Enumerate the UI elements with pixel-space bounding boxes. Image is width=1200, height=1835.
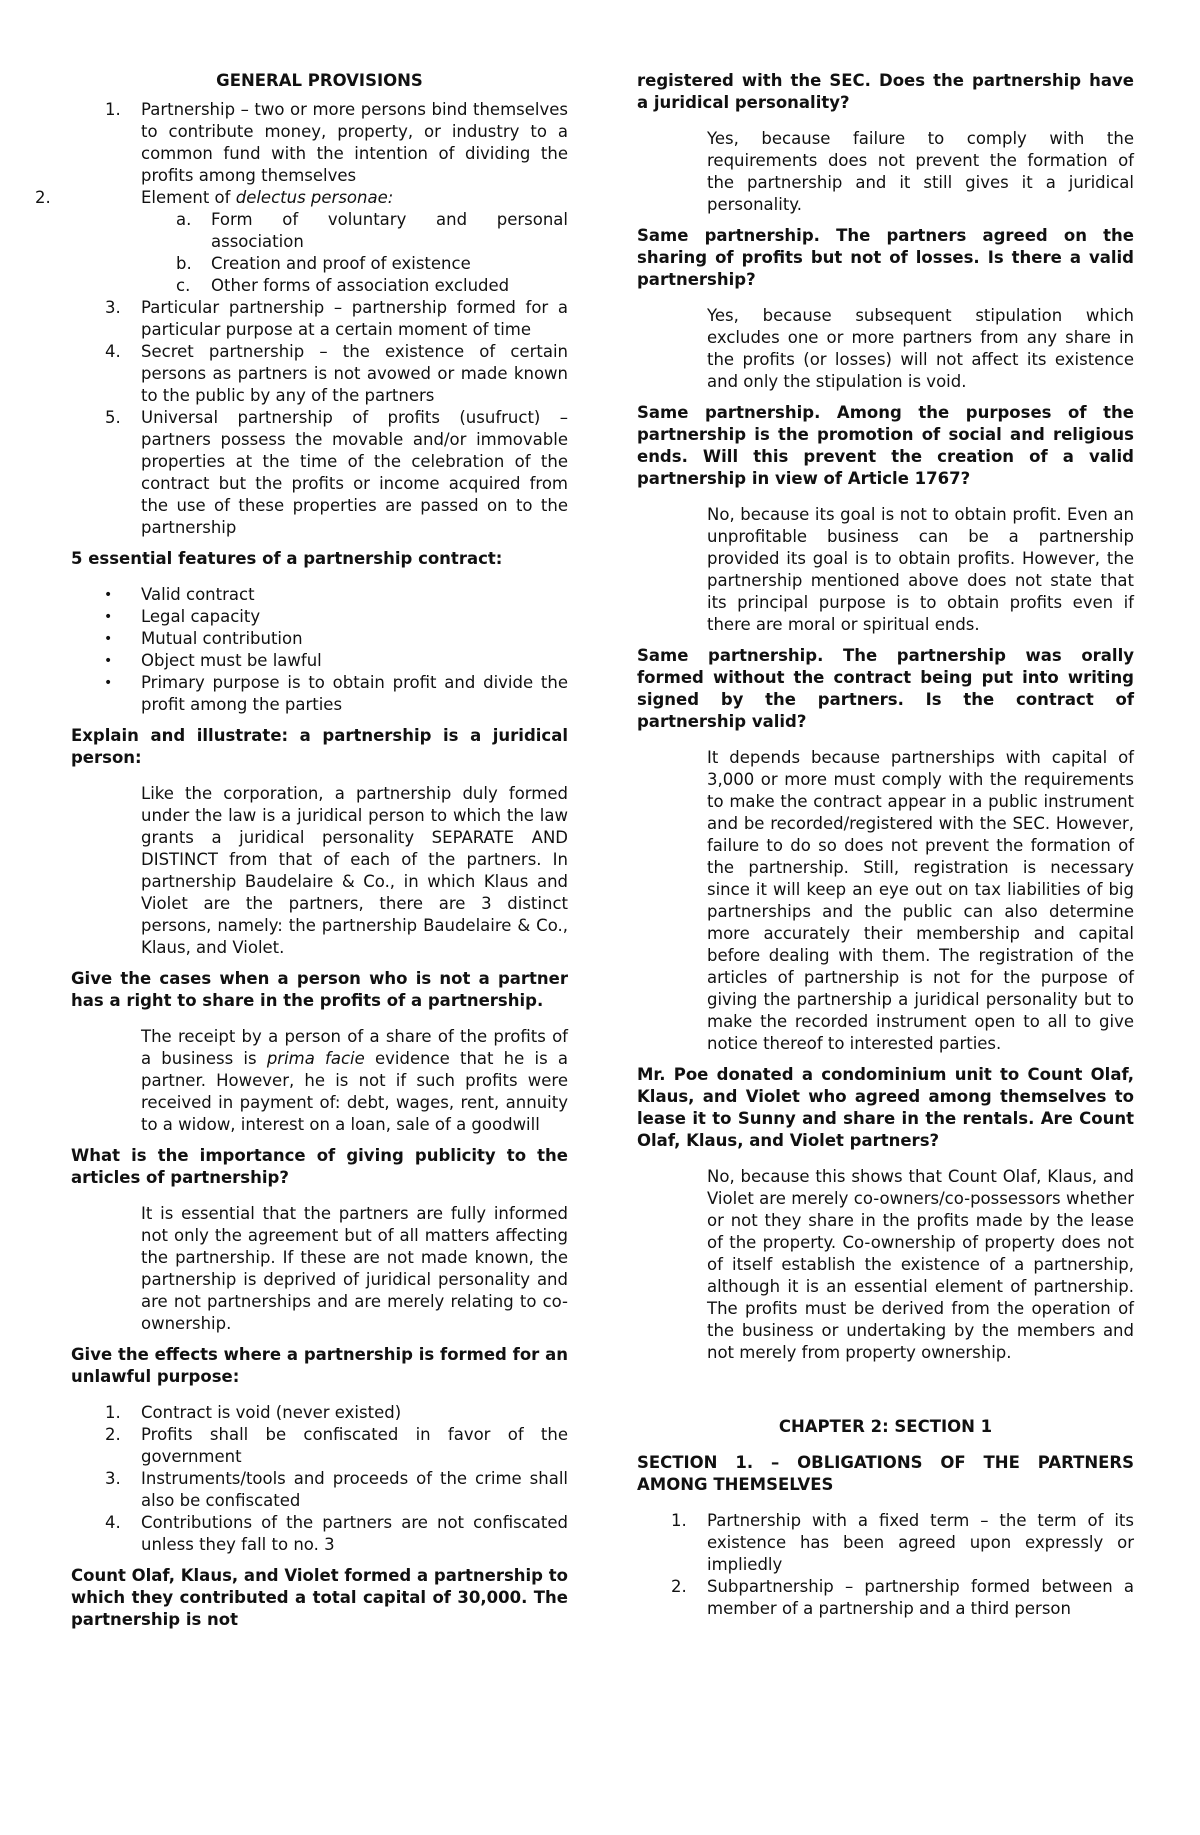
effects-list <box>71 1402 568 1556</box>
question-religious-ends: Same partnership. Among the purposes of the partnership is the promotion of social and religious ends. Will this prevent the creation of a valid partnership in view of Article 1767? <box>637 403 1134 488</box>
chapter-title: CHAPTER 2: SECTION 1 <box>778 1417 993 1436</box>
features-heading: 5 essential features of a partnership contract: <box>71 549 503 568</box>
question-orally-formed: Same partnership. The partnership was orally formed without the contract being put into writing signed by the partners. Is the contract of partnership valid? <box>637 646 1134 731</box>
answer-orally-formed: It depends because partnerships with capital of 3,000 or more must comply with the requirements to make the contract appear in a public instrument and be recorded/registered with the SEC. However, failure to do so does not prevent the formation of the partnership. Still, registration is necessary since it will keep an eye out on tax liabilities of big partnerships and the public can also determine more accurately their membership and capital before dealing with them. The registration of the articles of partnership is not for the purpose of giving the partnership a juridical personality but to make the recorded instrument open to all to give notice thereof to interested parties. <box>707 748 1134 1053</box>
answer-juridical-person: Like the corporation, a partnership duly formed under the law is a juridical person to which the law grants a juridical personality SEPARATE AND DISTINCT from that of each of the partners. In partnership Baudelaire & Co., in which Klaus and Violet are the partners, there are 3 distinct persons, namely: the partnership Baudelaire & Co., Klaus, and Violet. <box>141 784 568 957</box>
bullet-icon: • <box>104 631 113 647</box>
question-condominium: Mr. Poe donated a condominium unit to Count Olaf, Klaus, and Violet who agreed among themselves to lease it to Sunny and share in the rentals. Are Count Olaf, Klaus, and Violet partners? <box>637 1065 1134 1150</box>
bullet-icon: • <box>104 675 113 691</box>
right-column <box>637 70 1134 1624</box>
list-item: 5. Universal partnership of profits (usufruct) – partners possess the movable and/or immovable properties at the time of the celebration of the contract but the profits or income acquired from the use of these properties are passed on to the partnership <box>105 408 568 537</box>
general-provisions-title: GENERAL PROVISIONS <box>216 71 423 90</box>
features-list <box>71 584 568 716</box>
list-item: 1. Contract is void (never existed) <box>105 1403 402 1422</box>
list-item: • Valid contract <box>104 585 255 604</box>
list-item: • Legal capacity <box>104 607 261 626</box>
list-item: • Mutual contribution <box>104 629 303 648</box>
bullet-icon: • <box>104 609 113 625</box>
list-item: 2. Subpartnership – partnership formed between a member of a partnership and a third person <box>671 1577 1134 1618</box>
bullet-icon: • <box>104 653 113 669</box>
answer-publicity: It is essential that the partners are fully informed not only the agreement but of all matters affecting the partnership. If these are not made known, the partnership is deprived of juridical personality and are not partnerships and are merely relating to co-ownership. <box>141 1204 568 1333</box>
answer-religious-ends: No, because its goal is not to obtain profit. Even an unprofitable business can be a partnership provided its goal is to obtain profits. However, the partnership mentioned above does not state that its principal purpose is to obtain profits even if there are moral or spiritual ends. <box>707 505 1134 634</box>
list-item: b. Creation and proof of existence <box>176 254 471 273</box>
list-item: 1. Partnership – two or more persons bind themselves to contribute money, property, or industry to a common fund with the intention of dividing the profits among themselves <box>105 100 568 185</box>
list-item: • Object must be lawful <box>104 651 322 670</box>
list-item: 2. Profits shall be confiscated in favor of the government <box>105 1425 568 1466</box>
answer-sharing-losses: Yes, because subsequent stipulation which excludes one or more partners from any share in the profits (or losses) will not affect its existence and only the stipulation is void. <box>707 306 1134 391</box>
list-item: a. Form of voluntary and personal association <box>176 210 568 251</box>
answer-condominium: No, because this shows that Count Olaf, Klaus, and Violet are merely co-owners/co-possessors whether or not they share in the profits made by the lease of the property. Co-ownership of property does not of itself establish the existence of a partnership, although it is an essential element of partnership. The profits must be derived from the operation of the business or undertaking by the members and not merely from property ownership. <box>707 1167 1134 1362</box>
left-column <box>35 70 568 1645</box>
delectus-personae-sublist <box>71 209 568 297</box>
section-heading: SECTION 1. – OBLIGATIONS OF THE PARTNERS AMONG THEMSELVES <box>637 1453 1134 1494</box>
list-item: 4. Contributions of the partners are not confiscated unless they fall to no. 3 <box>105 1513 568 1554</box>
provisions-list <box>35 99 568 539</box>
question-share-profits: Give the cases when a person who is not a partner has a right to share in the profits of a partnership. <box>71 969 568 1010</box>
list-item: 3. Particular partnership – partnership formed for a particular purpose at a certain moment of time <box>105 298 568 339</box>
question-count-olaf-cont: registered with the SEC. Does the partnership have a juridical personality? <box>637 71 1134 112</box>
list-item: 2. Element of delectus personae: a. Form of voluntary and personal association b. Creation and proof of existence c. Other forms of association excluded <box>35 188 568 295</box>
question-juridical-person: Explain and illustrate: a partnership is a juridical person: <box>71 726 568 767</box>
list-item: 3. Instruments/tools and proceeds of the crime shall also be confiscated <box>105 1469 568 1510</box>
list-item: • Primary purpose is to obtain profit and divide the profit among the parties <box>104 673 568 714</box>
section-items-list <box>637 1510 1134 1620</box>
question-count-olaf-start: Count Olaf, Klaus, and Violet formed a partnership to which they contributed a total capital of 30,000. The partnership is not <box>71 1566 568 1629</box>
bullet-icon: • <box>104 587 113 603</box>
list-item: c. Other forms of association excluded <box>176 276 510 295</box>
answer-share-profits: The receipt by a person of a share of the profits of a business is prima facie evidence that he is a partner. However, he is not if such profits were received in payment of: debt, wages, rent, annuity to a widow, interest on a loan, sale of a goodwill <box>141 1027 568 1134</box>
list-item: 4. Secret partnership – the existence of certain persons as partners is not avowed or made known to the public by any of the partners <box>105 342 568 405</box>
question-publicity: What is the importance of giving publicity to the articles of partnership? <box>71 1146 568 1187</box>
question-sharing-losses: Same partnership. The partners agreed on the sharing of profits but not of losses. Is there a valid partnership? <box>637 226 1134 289</box>
answer-juridical-personality: Yes, because failure to comply with the requirements does not prevent the formation of the partnership and it still gives it a juridical personality. <box>707 129 1134 214</box>
list-item: 1. Partnership with a fixed term – the term of its existence has been agreed upon expressly or impliedly <box>671 1511 1134 1574</box>
question-unlawful-purpose: Give the effects where a partnership is formed for an unlawful purpose: <box>71 1345 568 1386</box>
